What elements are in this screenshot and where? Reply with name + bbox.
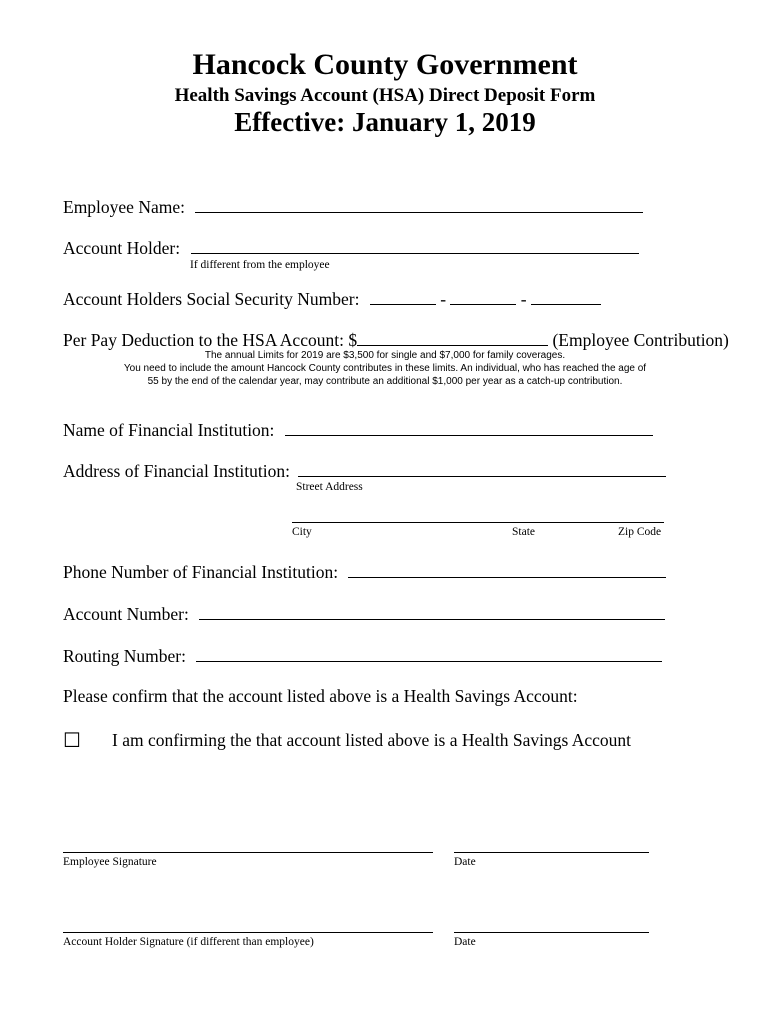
routing-number-label: Routing Number:: [63, 646, 186, 666]
account-number-row: [63, 603, 665, 625]
phone-field[interactable]: [348, 561, 666, 578]
confirm-checkbox-label: I am confirming the that account listed above is a Health Savings Account: [112, 730, 632, 750]
holder-signature-line[interactable]: [63, 932, 433, 933]
employee-name-label: Employee Name:: [63, 197, 185, 217]
holder-date-label: Date: [454, 936, 476, 948]
street-address-field[interactable]: [298, 460, 666, 477]
form-title: Hancock County Government: [192, 48, 578, 81]
city-hint: City: [292, 526, 312, 538]
confirm-checkbox[interactable]: ☐: [63, 730, 81, 752]
effective-date: Effective: January 1, 2019: [234, 107, 536, 137]
ssn-separator: -: [520, 289, 527, 309]
deduction-suffix: (Employee Contribution): [552, 330, 729, 350]
employee-signature-label: Employee Signature: [63, 856, 157, 868]
zip-code-hint: Zip Code: [618, 526, 662, 538]
routing-number-field[interactable]: [196, 645, 662, 662]
institution-name-field[interactable]: [285, 419, 653, 436]
deduction-label: Per Pay Deduction to the HSA Account: $: [63, 330, 358, 350]
deduction-amount-field[interactable]: [357, 329, 548, 346]
limits-note-line2: You need to include the amount Hancock County contributes in these limits. An individual, who has reached the age of: [123, 363, 647, 374]
ssn-label: Account Holders Social Security Number:: [63, 289, 360, 309]
ssn-part3-field[interactable]: [531, 288, 601, 305]
employee-date-line[interactable]: [454, 852, 649, 853]
holder-date-line[interactable]: [454, 932, 649, 933]
phone-row: [63, 561, 666, 583]
institution-address-row: [63, 460, 666, 482]
ssn-part1-field[interactable]: [370, 288, 436, 305]
holder-signature-label: Account Holder Signature (if different than employee): [63, 936, 314, 948]
institution-name-label: Name of Financial Institution:: [63, 420, 275, 440]
employee-name-field[interactable]: [195, 196, 643, 213]
account-number-field[interactable]: [199, 603, 665, 620]
form-subtitle: Health Savings Account (HSA) Direct Deposit Form: [174, 85, 596, 106]
account-holder-row: [63, 237, 639, 259]
account-holder-hint: If different from the employee: [190, 259, 330, 271]
street-address-hint: Street Address: [296, 481, 363, 493]
employee-signature-line[interactable]: [63, 852, 433, 853]
deduction-row: [63, 329, 729, 351]
institution-address-label: Address of Financial Institution:: [63, 461, 290, 481]
routing-number-row: [63, 645, 662, 667]
city-state-zip-field[interactable]: [292, 522, 664, 523]
limits-note-line3: 55 by the end of the calendar year, may contribute an additional $1,000 per year as a catch-up contribution.: [147, 376, 623, 387]
account-holder-field[interactable]: [191, 237, 639, 254]
phone-label: Phone Number of Financial Institution:: [63, 562, 339, 582]
ssn-separator: -: [440, 289, 447, 309]
institution-name-row: [63, 419, 653, 441]
account-holder-label: Account Holder:: [63, 238, 181, 258]
ssn-row: [63, 288, 601, 310]
employee-name-row: [63, 196, 643, 218]
employee-date-label: Date: [454, 856, 476, 868]
state-hint: State: [512, 526, 535, 538]
account-number-label: Account Number:: [63, 604, 189, 624]
ssn-part2-field[interactable]: [450, 288, 516, 305]
limits-note-line1: The annual Limits for 2019 are $3,500 for single and $7,000 for family coverages.: [204, 350, 566, 361]
confirm-prompt: Please confirm that the account listed above is a Health Savings Account:: [63, 686, 578, 706]
